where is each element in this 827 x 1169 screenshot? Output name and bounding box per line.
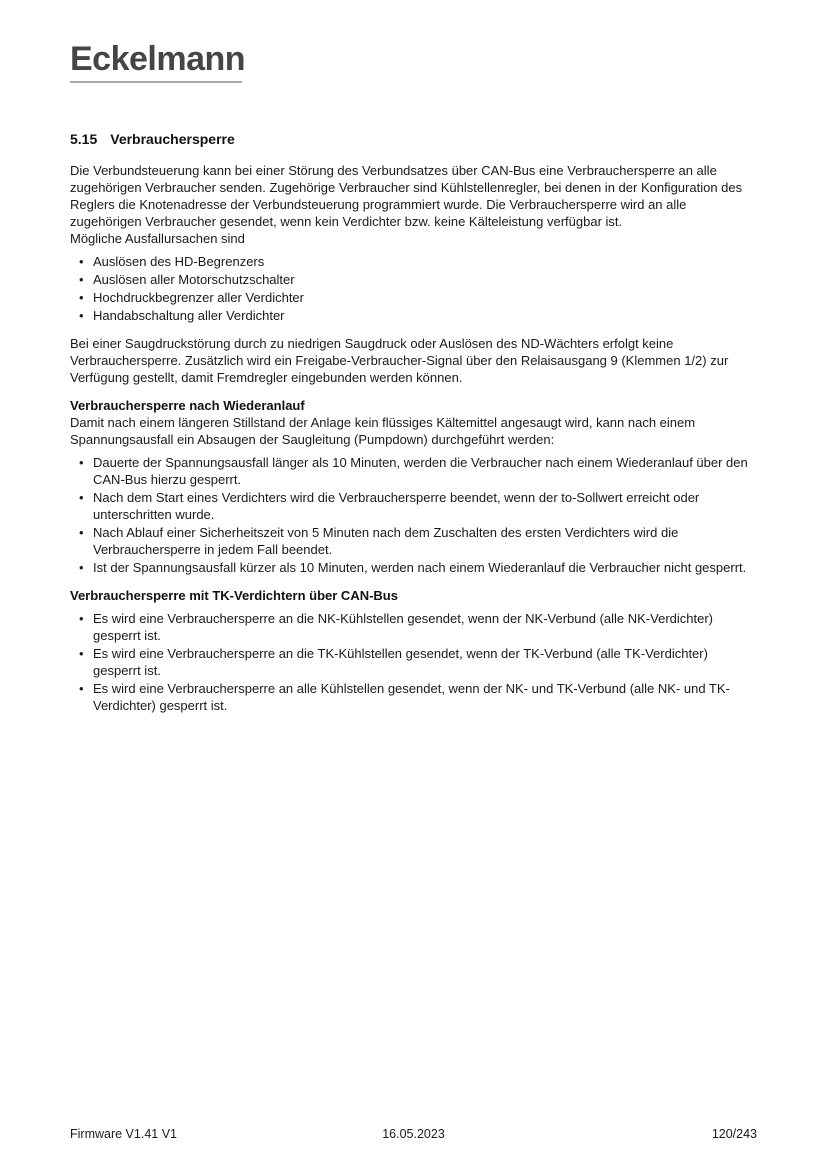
paragraph-intro: Die Verbundsteuerung kann bei einer Störung des Verbundsatzes über CAN-Bus eine Verbrauchersperre an alle zugehörigen Verbraucher senden. Zugehörige Verbraucher sind Kühlstellenregler, bei denen in der Konfiguration des Reglers die Knotenadresse der Verbundsteuerung programmiert wurde. Die Verbrauchersperre wird an alle zugehörigen Verbraucher gesendet, wenn kein Verdichter bzw. keine Kälteleistung verfügbar ist.: [70, 162, 743, 229]
logo-text: Eckelmann: [70, 40, 246, 78]
list-item: • Nach Ablauf einer Sicherheitszeit von 5 Minuten nach dem Zuschalten des ersten Verdichters wird die Verbrauchersperre in jedem Fall beendet.: [79, 524, 757, 558]
paragraph-signal: Bei einer Saugdruckstörung durch zu niedrigen Saugdruck oder Auslösen des ND-Wächters erfolgt keine Verbrauchersperre. Zusätzlich wird ein Freigabe-Verbraucher-Signal über den Relaisausgang 9 (Klemmen 1/2) zur Verfügung gestellt, damit Fremdregler eingebunden werden können.: [70, 335, 729, 385]
causes-list: [70, 253, 757, 324]
restart-intro: Damit nach einem längeren Stillstand der Anlage kein flüssiges Kältemittel angesaugt wird, kann nach einem Spannungsausfall ein Absaugen der Saugleitung (Pumpdown) durchgeführt werden:: [70, 414, 696, 447]
tk-list: [70, 610, 757, 714]
footer-page-number: 120/243: [711, 1127, 757, 1141]
subheading-tk-canbus: Verbrauchersperre mit TK-Verdichtern über CAN-Bus: [70, 587, 398, 603]
subheading-restart: Verbrauchersperre nach Wiederanlauf: [70, 397, 305, 413]
list-item: • Handabschaltung aller Verdichter: [79, 307, 757, 324]
restart-list: [70, 454, 757, 576]
section-heading: [70, 131, 757, 148]
document-body: [70, 131, 757, 714]
section-title: Verbrauchersperre: [110, 130, 235, 147]
list-item: • Nach dem Start eines Verdichters wird die Verbrauchersperre beendet, wenn der to-Sollwert erreicht oder unterschritten wurde.: [79, 489, 757, 523]
list-item: • Dauerte der Spannungsausfall länger als 10 Minuten, werden die Verbraucher nach einem Wiederanlauf über den CAN-Bus hierzu gesperrt.: [79, 454, 757, 488]
list-item: • Hochdruckbegrenzer aller Verdichter: [79, 289, 757, 306]
footer-firmware-version: Firmware V1.41 V1: [70, 1127, 177, 1141]
list-item: • Es wird eine Verbrauchersperre an die TK-Kühlstellen gesendet, wenn der TK-Verbund (alle TK-Verdichter) gesperrt ist.: [79, 645, 757, 679]
list-item: • Ist der Spannungsausfall kürzer als 10 Minuten, werden nach einem Wiederanlauf die Verbraucher nicht gesperrt.: [79, 559, 757, 576]
footer-date: 16.05.2023: [382, 1127, 445, 1141]
causes-label: Mögliche Ausfallursachen sind: [70, 230, 245, 246]
list-item: • Auslösen aller Motorschutzschalter: [79, 271, 757, 288]
list-item: • Auslösen des HD-Begrenzers: [79, 253, 757, 270]
logo-underline: [70, 81, 242, 83]
page-footer: [70, 1127, 757, 1141]
list-item: • Es wird eine Verbrauchersperre an die NK-Kühlstellen gesendet, wenn der NK-Verbund (alle NK-Verdichter) gesperrt ist.: [79, 610, 757, 644]
list-item: • Es wird eine Verbrauchersperre an alle Kühlstellen gesendet, wenn der NK- und TK-Verbund (alle NK- und TK-Verdichter) gesperrt ist.: [79, 680, 757, 714]
section-number: 5.15: [70, 130, 98, 147]
company-logo: [70, 40, 246, 83]
